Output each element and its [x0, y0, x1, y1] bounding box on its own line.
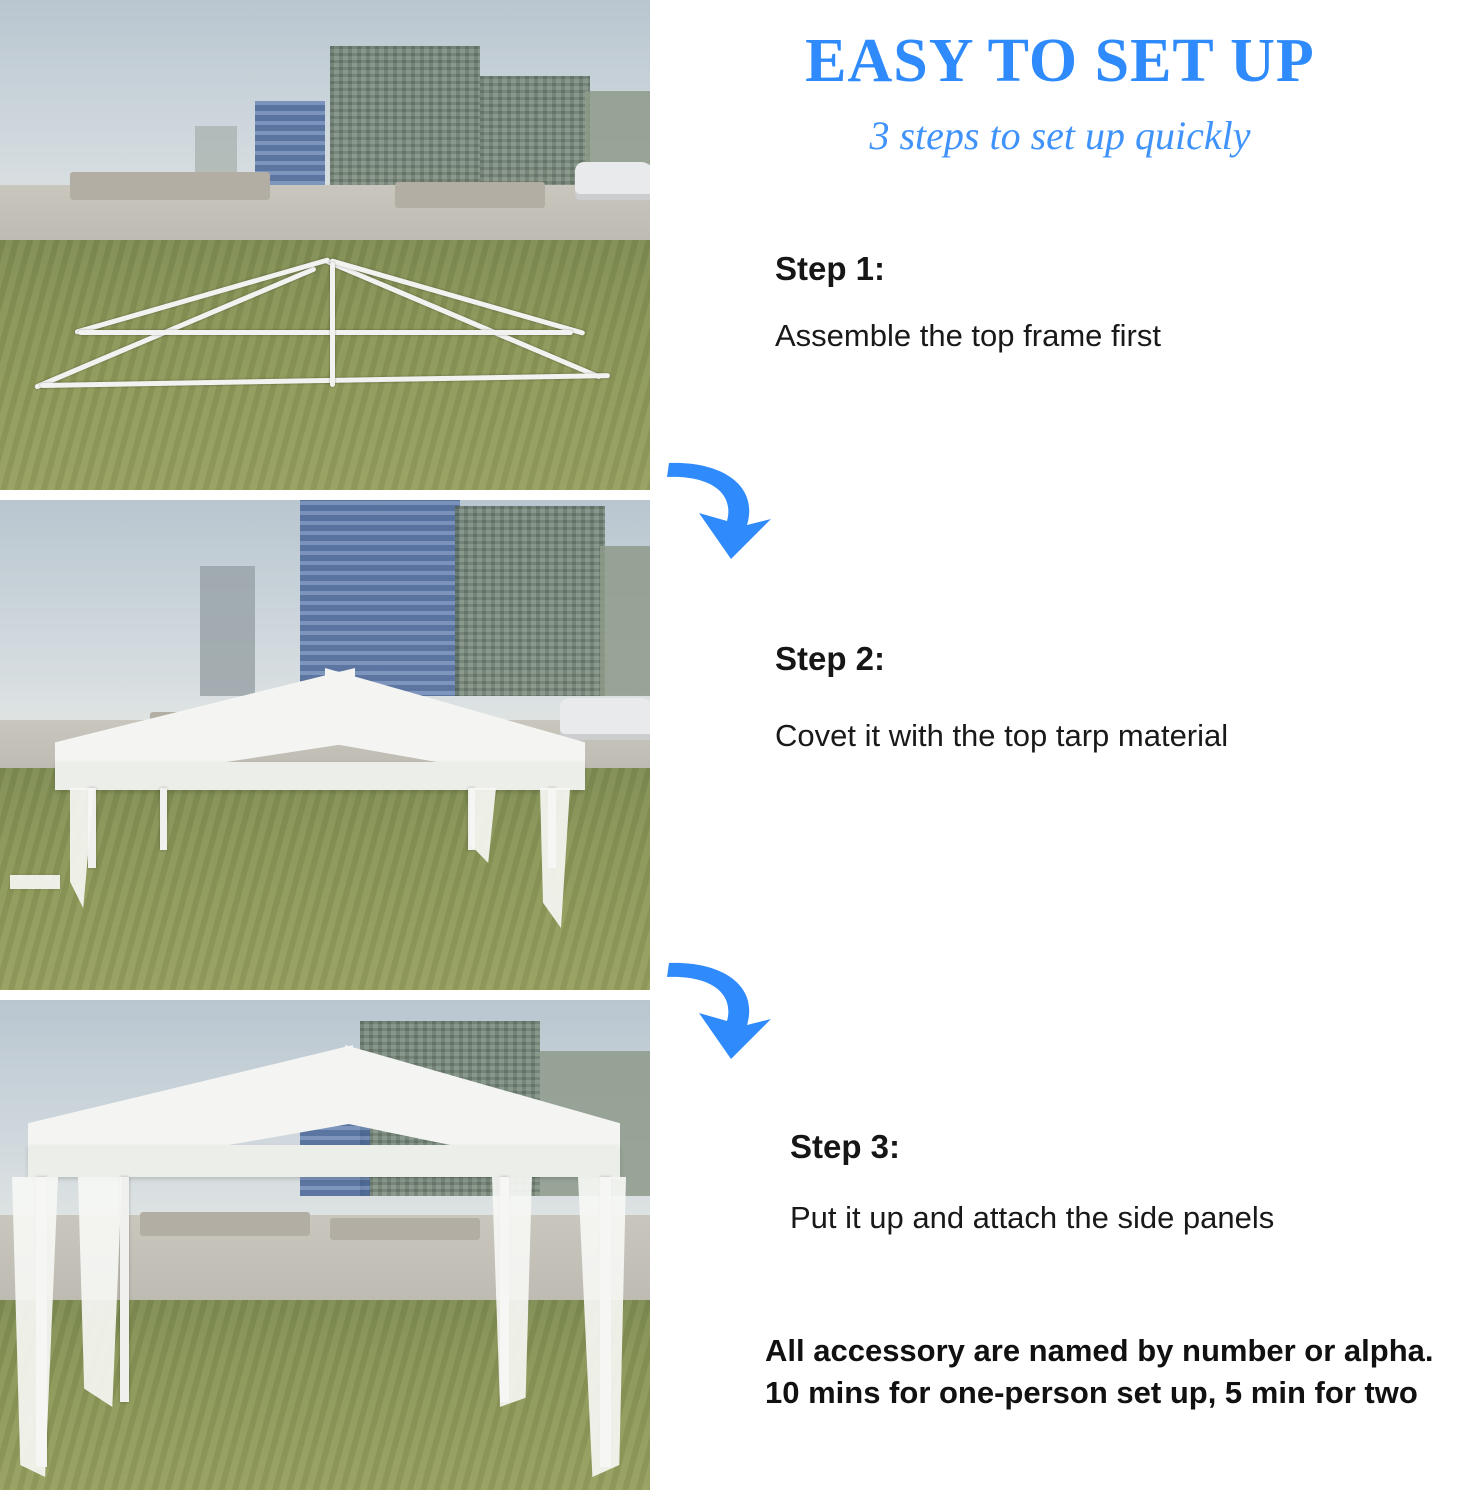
planter: [70, 172, 270, 200]
step-1-body: Assemble the top frame first: [775, 318, 1161, 353]
text-column: [660, 0, 1470, 1500]
headline: EASY TO SET UP: [805, 27, 1315, 95]
canopy-with-tarp: [0, 500, 650, 990]
side-panel: [78, 1177, 122, 1407]
canopy-leg: [120, 1177, 129, 1402]
side-panel: [12, 1177, 58, 1477]
car: [575, 162, 650, 200]
side-panel: [578, 1177, 626, 1477]
scene-step-2: [0, 500, 650, 990]
step-2-photo: [0, 500, 650, 990]
photo-column: [0, 0, 650, 1500]
step-2-title: Step 2:: [775, 640, 886, 677]
step-3-title: Step 3:: [790, 1128, 901, 1165]
footnote: All accessory are named by number or alpha. 10 mins for one-person set up, 5 min for two: [765, 1333, 1434, 1410]
tarp-strap: [10, 875, 60, 889]
step-1-title: Step 1:: [775, 250, 886, 287]
grass: [0, 240, 650, 490]
planter: [395, 182, 545, 208]
scene-step-1: [0, 0, 650, 490]
step-3-photo: [0, 1000, 650, 1490]
background-buildings: [0, 0, 650, 196]
canopy-complete: [0, 1000, 650, 1490]
side-panel: [492, 1177, 532, 1407]
step-1-photo: [0, 0, 650, 490]
canopy-leg: [160, 788, 167, 850]
tarp-strap: [470, 788, 496, 863]
step-3-body: Put it up and attach the side panels: [790, 1200, 1275, 1235]
step-2-body: Covet it with the top tarp material: [775, 718, 1229, 753]
tarp-strap: [540, 788, 570, 928]
subheadline: 3 steps to set up quickly: [869, 113, 1251, 158]
scene-step-3: [0, 1000, 650, 1490]
